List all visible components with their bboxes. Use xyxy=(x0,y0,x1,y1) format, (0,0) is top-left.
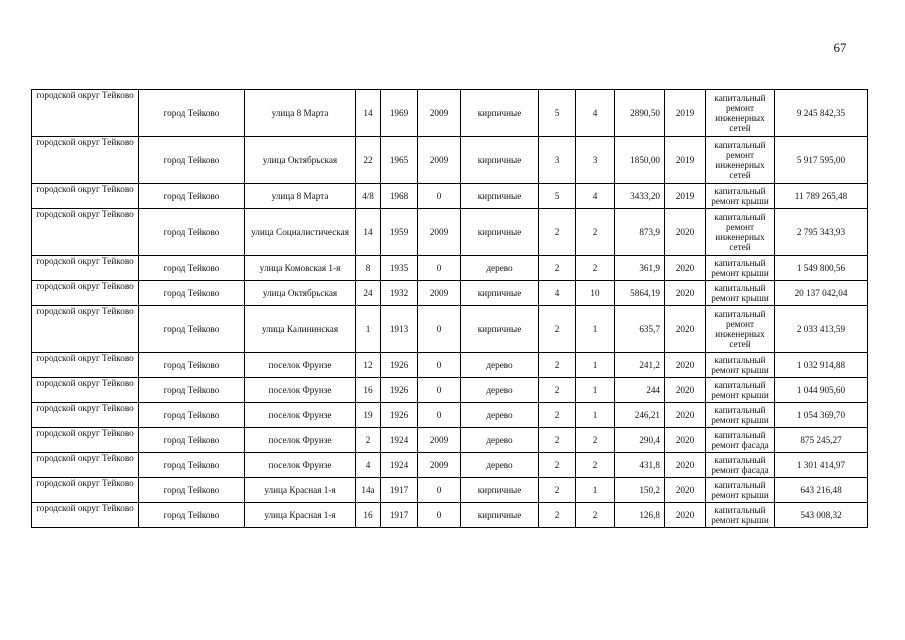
reconstruction-year-cell: 2009 xyxy=(418,209,461,256)
work-type-cell: капитальный ремонт крыши xyxy=(706,281,775,306)
district-cell: городской округ Тейково xyxy=(32,478,139,503)
work-type-cell: капитальный ремонт фасада xyxy=(706,428,775,453)
area-cell: 150,2 xyxy=(615,478,665,503)
repair-year-cell: 2020 xyxy=(665,353,706,378)
house-number-cell: 1 xyxy=(356,306,381,353)
year-built-cell: 1917 xyxy=(381,503,418,528)
repair-year-cell: 2019 xyxy=(665,137,706,184)
table-row xyxy=(32,281,868,306)
house-number-cell: 2 xyxy=(356,428,381,453)
repair-year-cell: 2020 xyxy=(665,503,706,528)
district-cell: городской округ Тейково xyxy=(32,353,139,378)
floors-cell: 2 xyxy=(539,378,576,403)
work-type-cell: капитальный ремонт крыши xyxy=(706,184,775,209)
district-cell: городской округ Тейково xyxy=(32,90,139,137)
repair-year-cell: 2020 xyxy=(665,428,706,453)
street-cell: поселок Фрунзе xyxy=(245,428,356,453)
house-number-cell: 4 xyxy=(356,453,381,478)
house-number-cell: 22 xyxy=(356,137,381,184)
street-cell: поселок Фрунзе xyxy=(245,378,356,403)
entrances-cell: 2 xyxy=(576,209,615,256)
floors-cell: 3 xyxy=(539,137,576,184)
district-cell: городской округ Тейково xyxy=(32,306,139,353)
district-cell: городской округ Тейково xyxy=(32,503,139,528)
wall-material-cell: кирпичные xyxy=(461,306,539,353)
reconstruction-year-cell: 2009 xyxy=(418,137,461,184)
reconstruction-year-cell: 0 xyxy=(418,184,461,209)
reconstruction-year-cell: 0 xyxy=(418,353,461,378)
work-type-cell: капитальный ремонт инженерных сетей xyxy=(706,209,775,256)
street-cell: улица Октябрьская xyxy=(245,137,356,184)
year-built-cell: 1913 xyxy=(381,306,418,353)
entrances-cell: 2 xyxy=(576,428,615,453)
street-cell: улица Красная 1-я xyxy=(245,478,356,503)
table-row xyxy=(32,478,868,503)
cost-cell: 875 245,27 xyxy=(775,428,868,453)
reconstruction-year-cell: 0 xyxy=(418,403,461,428)
repair-year-cell: 2020 xyxy=(665,378,706,403)
page-number: 67 xyxy=(833,40,847,55)
settlement-cell: город Тейково xyxy=(139,137,245,184)
settlement-cell: город Тейково xyxy=(139,478,245,503)
entrances-cell: 1 xyxy=(576,353,615,378)
wall-material-cell: кирпичные xyxy=(461,503,539,528)
area-cell: 635,7 xyxy=(615,306,665,353)
repair-year-cell: 2020 xyxy=(665,403,706,428)
year-built-cell: 1917 xyxy=(381,478,418,503)
district-cell: городской округ Тейково xyxy=(32,281,139,306)
area-cell: 361,9 xyxy=(615,256,665,281)
year-built-cell: 1932 xyxy=(381,281,418,306)
area-cell: 2890,50 xyxy=(615,90,665,137)
street-cell: улица Калининская xyxy=(245,306,356,353)
cost-cell: 11 789 265,48 xyxy=(775,184,868,209)
entrances-cell: 1 xyxy=(576,306,615,353)
repair-year-cell: 2020 xyxy=(665,281,706,306)
floors-cell: 2 xyxy=(539,256,576,281)
year-built-cell: 1959 xyxy=(381,209,418,256)
settlement-cell: город Тейково xyxy=(139,428,245,453)
reconstruction-year-cell: 2009 xyxy=(418,281,461,306)
table-row xyxy=(32,353,868,378)
area-cell: 1850,00 xyxy=(615,137,665,184)
wall-material-cell: дерево xyxy=(461,428,539,453)
cost-cell: 9 245 842,35 xyxy=(775,90,868,137)
year-built-cell: 1965 xyxy=(381,137,418,184)
reconstruction-year-cell: 0 xyxy=(418,478,461,503)
wall-material-cell: кирпичные xyxy=(461,137,539,184)
entrances-cell: 1 xyxy=(576,378,615,403)
work-type-cell: капитальный ремонт крыши xyxy=(706,256,775,281)
floors-cell: 2 xyxy=(539,503,576,528)
floors-cell: 2 xyxy=(539,478,576,503)
table-row xyxy=(32,503,868,528)
settlement-cell: город Тейково xyxy=(139,353,245,378)
entrances-cell: 2 xyxy=(576,453,615,478)
year-built-cell: 1926 xyxy=(381,378,418,403)
floors-cell: 2 xyxy=(539,453,576,478)
repair-year-cell: 2020 xyxy=(665,209,706,256)
house-number-cell: 8 xyxy=(356,256,381,281)
entrances-cell: 2 xyxy=(576,256,615,281)
settlement-cell: город Тейково xyxy=(139,90,245,137)
cost-cell: 2 795 343,93 xyxy=(775,209,868,256)
street-cell: поселок Фрунзе xyxy=(245,353,356,378)
settlement-cell: город Тейково xyxy=(139,281,245,306)
floors-cell: 5 xyxy=(539,184,576,209)
wall-material-cell: кирпичные xyxy=(461,209,539,256)
year-built-cell: 1968 xyxy=(381,184,418,209)
wall-material-cell: кирпичные xyxy=(461,184,539,209)
house-number-cell: 16 xyxy=(356,503,381,528)
settlement-cell: город Тейково xyxy=(139,403,245,428)
cost-cell: 643 216,48 xyxy=(775,478,868,503)
wall-material-cell: дерево xyxy=(461,378,539,403)
repair-year-cell: 2020 xyxy=(665,256,706,281)
wall-material-cell: дерево xyxy=(461,403,539,428)
wall-material-cell: кирпичные xyxy=(461,90,539,137)
reconstruction-year-cell: 2009 xyxy=(418,428,461,453)
entrances-cell: 4 xyxy=(576,184,615,209)
district-cell: городской округ Тейково xyxy=(32,209,139,256)
street-cell: улица Красная 1-я xyxy=(245,503,356,528)
floors-cell: 5 xyxy=(539,90,576,137)
work-type-cell: капитальный ремонт инженерных сетей xyxy=(706,137,775,184)
settlement-cell: город Тейково xyxy=(139,256,245,281)
area-cell: 290,4 xyxy=(615,428,665,453)
year-built-cell: 1935 xyxy=(381,256,418,281)
work-type-cell: капитальный ремонт крыши xyxy=(706,353,775,378)
street-cell: поселок Фрунзе xyxy=(245,403,356,428)
reconstruction-year-cell: 2009 xyxy=(418,453,461,478)
house-number-cell: 4/8 xyxy=(356,184,381,209)
street-cell: улица Комовская 1-я xyxy=(245,256,356,281)
entrances-cell: 10 xyxy=(576,281,615,306)
cost-cell: 1 549 800,56 xyxy=(775,256,868,281)
house-number-cell: 14а xyxy=(356,478,381,503)
street-cell: улица Социалистическая xyxy=(245,209,356,256)
cost-cell: 5 917 595,00 xyxy=(775,137,868,184)
year-built-cell: 1926 xyxy=(381,353,418,378)
repair-year-cell: 2020 xyxy=(665,453,706,478)
cost-cell: 1 032 914,88 xyxy=(775,353,868,378)
district-cell: городской округ Тейково xyxy=(32,378,139,403)
floors-cell: 2 xyxy=(539,428,576,453)
district-cell: городской округ Тейково xyxy=(32,453,139,478)
table-row xyxy=(32,256,868,281)
settlement-cell: город Тейково xyxy=(139,184,245,209)
floors-cell: 2 xyxy=(539,403,576,428)
table-row xyxy=(32,209,868,256)
work-type-cell: капитальный ремонт инженерных сетей xyxy=(706,90,775,137)
district-cell: городской округ Тейково xyxy=(32,428,139,453)
cost-cell: 1 044 905,60 xyxy=(775,378,868,403)
housing-repair-table xyxy=(31,89,868,528)
repair-year-cell: 2019 xyxy=(665,184,706,209)
reconstruction-year-cell: 0 xyxy=(418,256,461,281)
cost-cell: 2 033 413,59 xyxy=(775,306,868,353)
table-row xyxy=(32,428,868,453)
entrances-cell: 3 xyxy=(576,137,615,184)
street-cell: улица Октябрьская xyxy=(245,281,356,306)
work-type-cell: капитальный ремонт крыши xyxy=(706,378,775,403)
area-cell: 126,8 xyxy=(615,503,665,528)
work-type-cell: капитальный ремонт крыши xyxy=(706,503,775,528)
house-number-cell: 12 xyxy=(356,353,381,378)
floors-cell: 4 xyxy=(539,281,576,306)
settlement-cell: город Тейково xyxy=(139,453,245,478)
area-cell: 431,8 xyxy=(615,453,665,478)
work-type-cell: капитальный ремонт инженерных сетей xyxy=(706,306,775,353)
area-cell: 241,2 xyxy=(615,353,665,378)
table-row xyxy=(32,306,868,353)
entrances-cell: 2 xyxy=(576,503,615,528)
cost-cell: 1 301 414,97 xyxy=(775,453,868,478)
house-number-cell: 19 xyxy=(356,403,381,428)
year-built-cell: 1924 xyxy=(381,428,418,453)
wall-material-cell: кирпичные xyxy=(461,281,539,306)
year-built-cell: 1924 xyxy=(381,453,418,478)
area-cell: 244 xyxy=(615,378,665,403)
floors-cell: 2 xyxy=(539,306,576,353)
table-row xyxy=(32,453,868,478)
house-number-cell: 14 xyxy=(356,209,381,256)
entrances-cell: 1 xyxy=(576,478,615,503)
street-cell: улица 8 Марта xyxy=(245,90,356,137)
house-number-cell: 24 xyxy=(356,281,381,306)
area-cell: 5864,19 xyxy=(615,281,665,306)
area-cell: 3433,20 xyxy=(615,184,665,209)
repair-year-cell: 2020 xyxy=(665,306,706,353)
table-row xyxy=(32,378,868,403)
cost-cell: 543 008,32 xyxy=(775,503,868,528)
cost-cell: 1 054 369,70 xyxy=(775,403,868,428)
floors-cell: 2 xyxy=(539,353,576,378)
district-cell: городской округ Тейково xyxy=(32,137,139,184)
house-number-cell: 16 xyxy=(356,378,381,403)
district-cell: городской округ Тейково xyxy=(32,184,139,209)
repair-year-cell: 2020 xyxy=(665,478,706,503)
floors-cell: 2 xyxy=(539,209,576,256)
table-row xyxy=(32,137,868,184)
wall-material-cell: дерево xyxy=(461,353,539,378)
table-row xyxy=(32,403,868,428)
table-body xyxy=(32,90,868,528)
entrances-cell: 4 xyxy=(576,90,615,137)
area-cell: 873,9 xyxy=(615,209,665,256)
area-cell: 246,21 xyxy=(615,403,665,428)
repair-year-cell: 2019 xyxy=(665,90,706,137)
reconstruction-year-cell: 0 xyxy=(418,503,461,528)
work-type-cell: капитальный ремонт крыши xyxy=(706,478,775,503)
district-cell: городской округ Тейково xyxy=(32,256,139,281)
settlement-cell: город Тейково xyxy=(139,503,245,528)
year-built-cell: 1969 xyxy=(381,90,418,137)
work-type-cell: капитальный ремонт крыши xyxy=(706,403,775,428)
year-built-cell: 1926 xyxy=(381,403,418,428)
entrances-cell: 1 xyxy=(576,403,615,428)
table-row xyxy=(32,90,868,137)
house-number-cell: 14 xyxy=(356,90,381,137)
reconstruction-year-cell: 2009 xyxy=(418,90,461,137)
street-cell: поселок Фрунзе xyxy=(245,453,356,478)
wall-material-cell: дерево xyxy=(461,453,539,478)
settlement-cell: город Тейково xyxy=(139,378,245,403)
cost-cell: 20 137 042,04 xyxy=(775,281,868,306)
reconstruction-year-cell: 0 xyxy=(418,378,461,403)
street-cell: улица 8 Марта xyxy=(245,184,356,209)
settlement-cell: город Тейково xyxy=(139,306,245,353)
work-type-cell: капитальный ремонт фасада xyxy=(706,453,775,478)
settlement-cell: город Тейково xyxy=(139,209,245,256)
reconstruction-year-cell: 0 xyxy=(418,306,461,353)
table-row xyxy=(32,184,868,209)
district-cell: городской округ Тейково xyxy=(32,403,139,428)
wall-material-cell: кирпичные xyxy=(461,478,539,503)
wall-material-cell: дерево xyxy=(461,256,539,281)
